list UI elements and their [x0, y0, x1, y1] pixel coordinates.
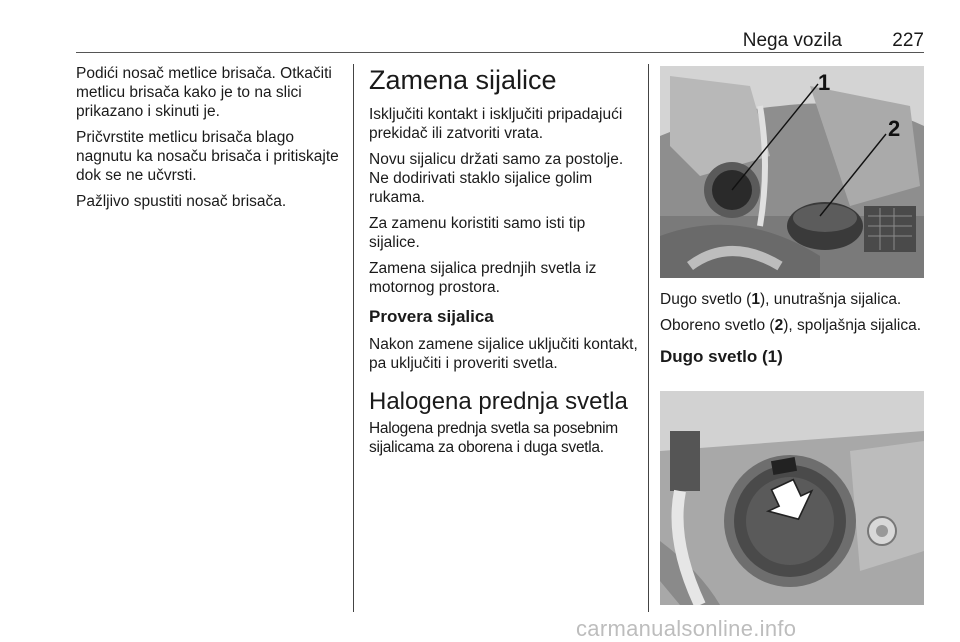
figure-caption: Oboreno svetlo (2), spoljašnja sijalica.: [660, 317, 922, 334]
callout-label-2: 2: [888, 116, 901, 141]
headlamp-bulbs-figure: [660, 66, 924, 278]
callout-label-1: 1: [818, 70, 831, 95]
paragraph: Za zamenu koristiti samo isti tip sijalice.: [369, 215, 586, 251]
high-beam-illustration: [660, 391, 924, 605]
paragraph: Isključiti kontakt i isključiti pripadajući prekidač ili zatvoriti vrata.: [369, 106, 623, 142]
high-beam-figure: [660, 391, 924, 605]
section-heading: Halogena prednja svetla: [369, 388, 628, 415]
section-heading: Zamena sijalice: [369, 65, 557, 95]
paragraph: Pažljivo spustiti nosač brisača.: [76, 193, 287, 210]
watermark: carmanualsonline.info: [576, 616, 797, 641]
column-1: [76, 64, 344, 218]
subsection-heading: Provera sijalica: [369, 307, 494, 326]
figure-caption: Dugo svetlo (1), unutrašnja sijalica.: [660, 291, 902, 308]
page-header: [76, 30, 924, 53]
paragraph: Zamena sijalica prednjih svetla iz motornog prostora.: [369, 260, 597, 296]
column-divider-2: [648, 64, 649, 612]
column-divider-1: [353, 64, 354, 612]
paragraph: Nakon zamene sijalice uključiti kontakt, pa uključiti i proveriti svetla.: [369, 336, 638, 372]
paragraph: Podići nosač metlice brisača. Otkačiti metlicu brisača kako je to na slici prikazano i skinuti je.: [76, 65, 332, 120]
paragraph: Halogena prednja svetla sa posebnim sijalicama za oborena i duga svetla.: [369, 420, 618, 456]
paragraph: Novu sijalicu držati samo za postolje. Ne dodirivati staklo sijalice golim rukama.: [369, 151, 624, 206]
paragraph: Pričvrstite metlicu brisača blago nagnutu ka nosaču brisača i pritiskajte dok se ne učvrsti.: [76, 129, 339, 184]
subsection-heading: Dugo svetlo (1): [660, 347, 783, 366]
page-number: 227: [892, 30, 924, 51]
column-2: [369, 64, 639, 464]
caption-block: [660, 290, 930, 375]
header-title: Nega vozila: [742, 30, 842, 51]
headlamp-bulbs-illustration: [660, 66, 924, 278]
